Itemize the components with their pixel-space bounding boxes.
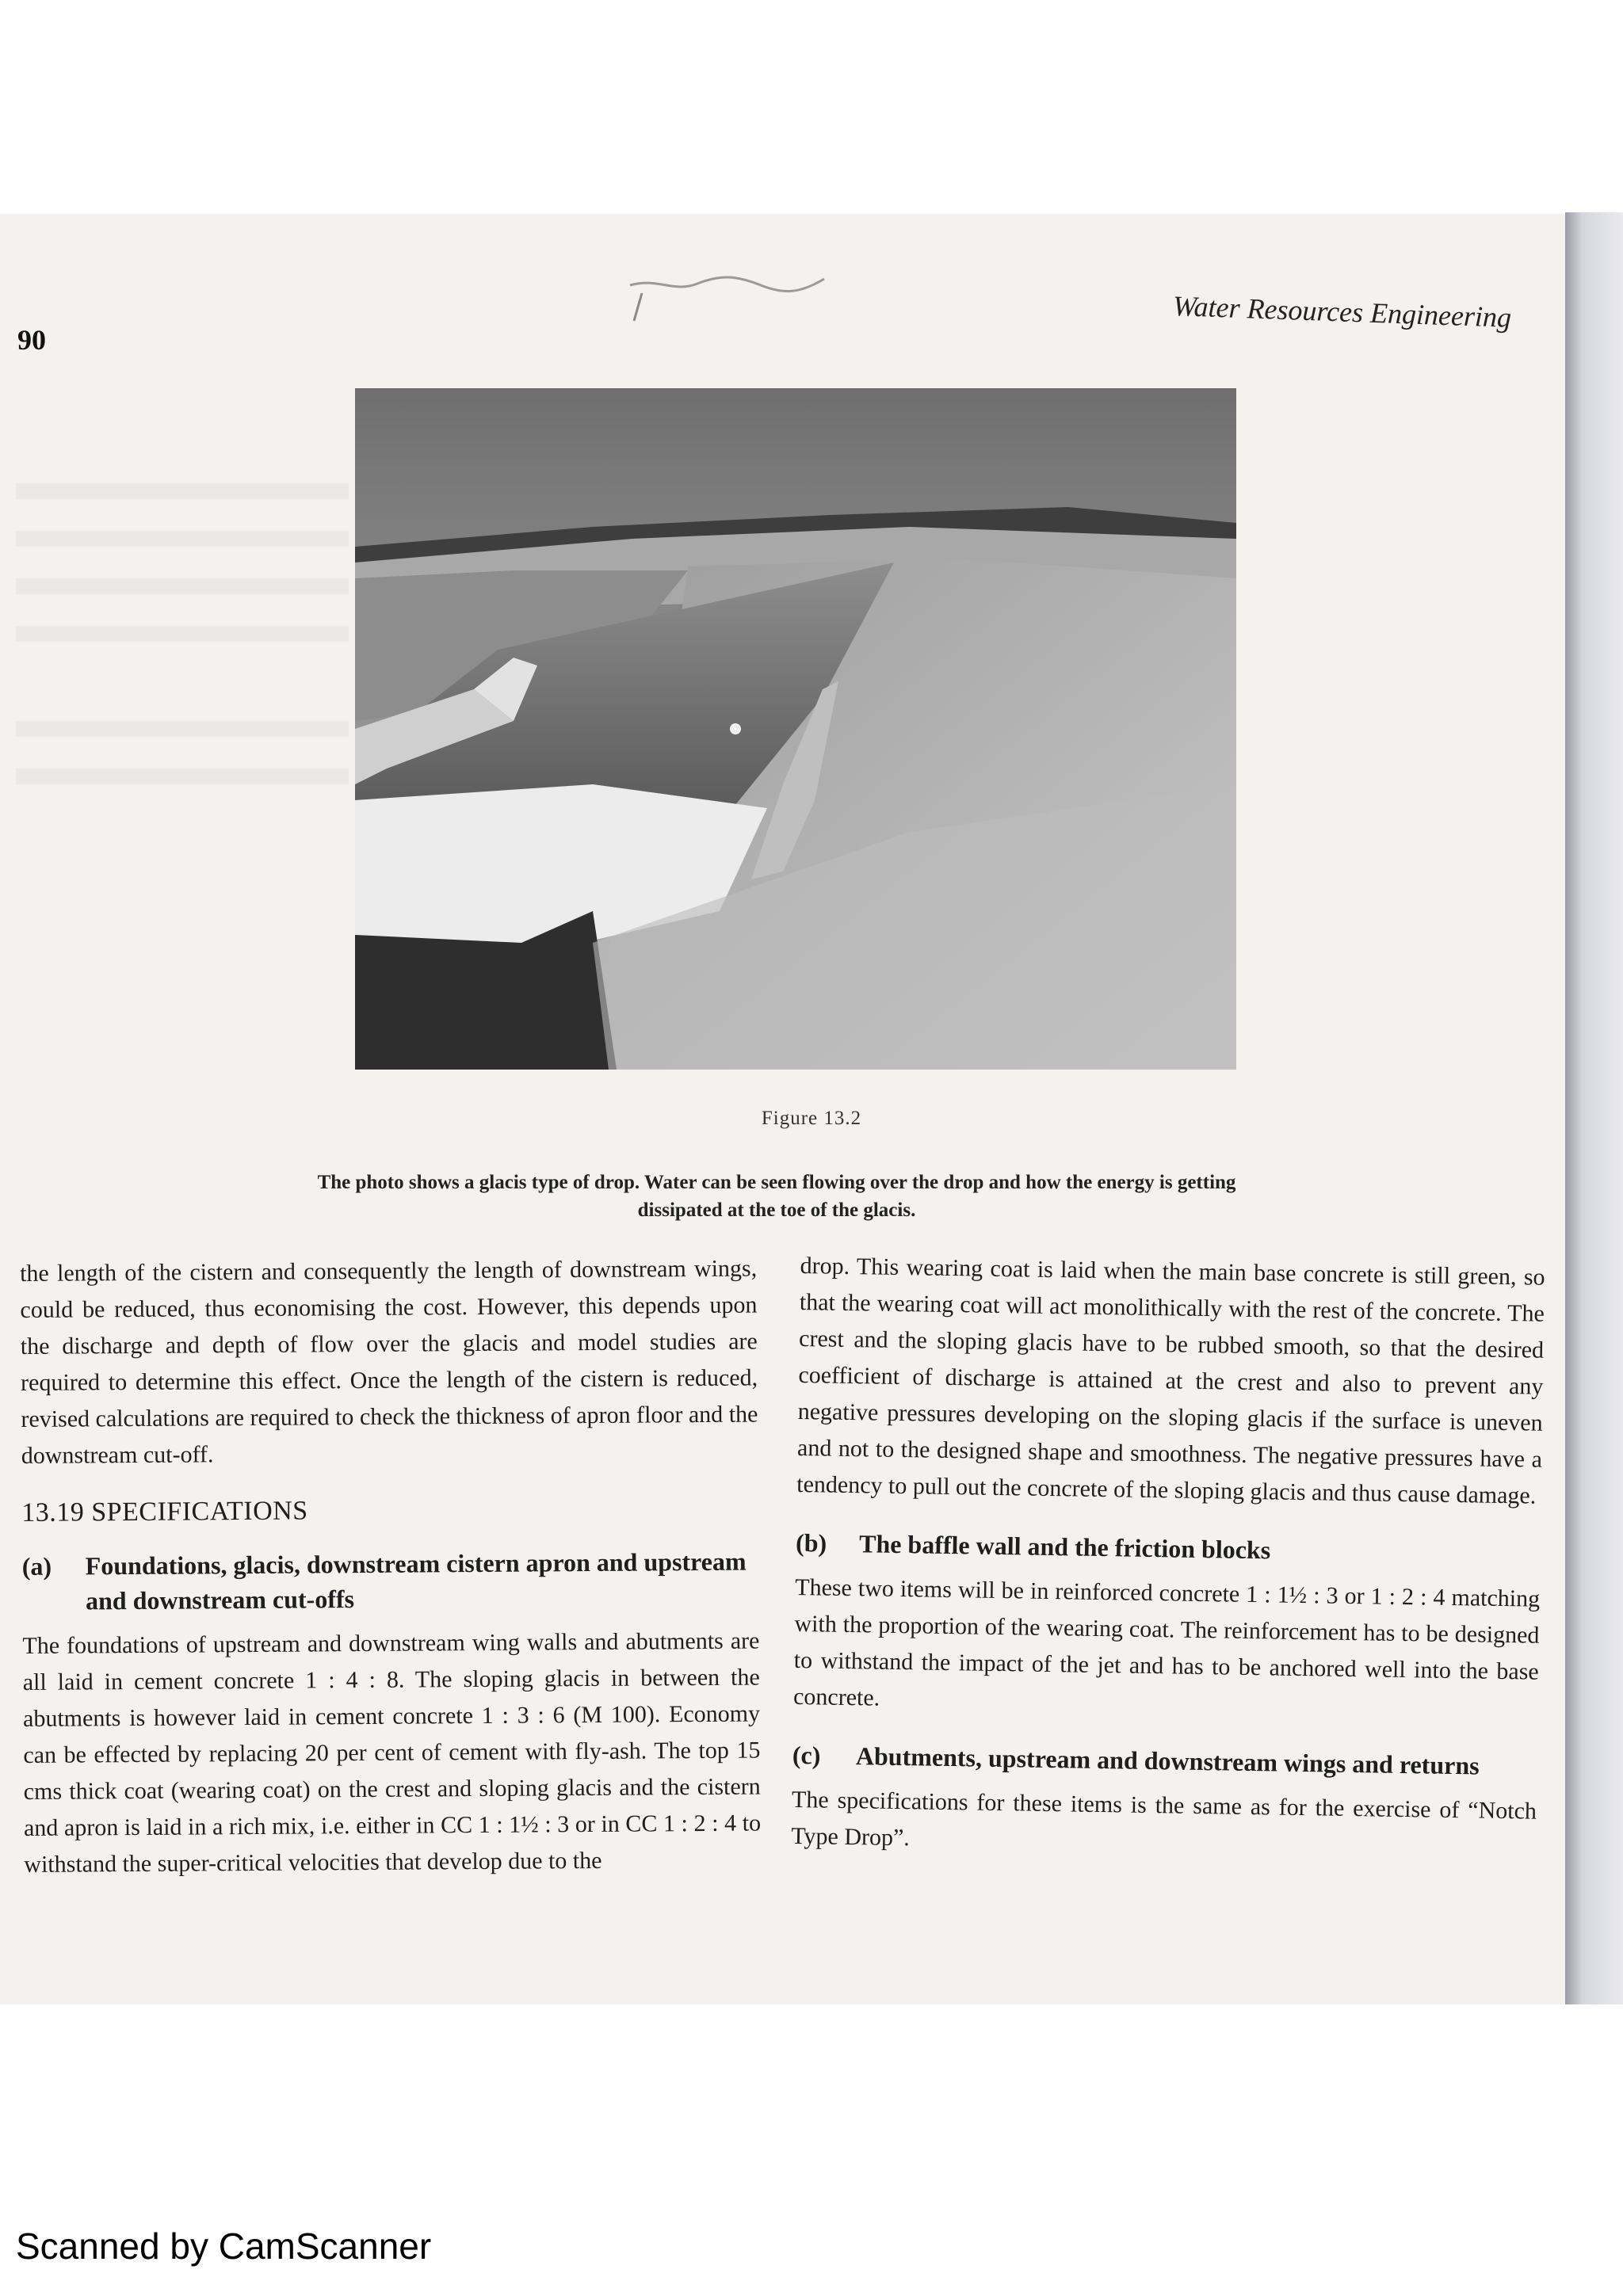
bleed-through-line <box>16 721 349 737</box>
subheading-c <box>792 1737 1538 1784</box>
subheading-b <box>796 1525 1541 1572</box>
pencil-scribble <box>626 261 832 325</box>
subheading-b-number: (b) <box>795 1527 827 1558</box>
subheading-a <box>22 1543 760 1618</box>
subheading-a-number: (a) <box>21 1551 52 1581</box>
bleed-through-line <box>16 626 349 642</box>
figure-label: Figure 13.2 <box>761 1108 862 1129</box>
page-number: 90 <box>17 324 46 356</box>
left-paragraph-1: the length of the cistern and consequently the length of downstream wings, could be reduced, thus economising the cost. However, this depends upon the discharge and depth of flow over the glacis and model studies are required to determine this effect. Once the length of the cistern is reduced, revised calculations are required to check the thickness of apron floor and the downstream cut-off. <box>20 1255 758 1469</box>
figure-caption: The photo shows a glacis type of drop. Water can be seen flowing over the drop and how the energy is getting dissipated at the toe of the glacis. <box>317 1172 1236 1221</box>
bleed-through-line <box>16 531 349 547</box>
left-column <box>20 1251 762 1883</box>
running-header: Water Resources Engineering <box>1172 290 1512 334</box>
scanner-watermark: Scanned by CamScanner <box>16 2225 432 2267</box>
left-paragraph-2: The foundations of upstream and downstream wing walls and abutments are all laid in cement concrete 1 : 4 : 8. The sloping glacis in between the abutments is however laid in cement concrete 1 : 3 : 6 (M 100). Economy can be effected by replacing 20 per cent of cement with fly-ash. The top 15 cms thick coat (wearing coat) on the crest and sloping glacis and the cistern and apron is laid in a rich mix, i.e. either in CC 1 : 1½ : 3 or in CC 1 : 2 : 4 to withstand the super-critical velocities that develop due to the <box>22 1627 762 1878</box>
subheading-b-text: The baffle wall and the friction blocks <box>858 1529 1271 1565</box>
right-paragraph-3: The specifications for these items is the same as for the exercise of “Notch Type Drop”. <box>791 1786 1537 1852</box>
subheading-c-number: (c) <box>792 1740 821 1770</box>
right-column <box>791 1248 1545 1867</box>
glacis-drop-photo <box>355 388 1236 1070</box>
section-heading: 13.19 SPECIFICATIONS <box>21 1496 308 1527</box>
bleed-through-line <box>16 578 349 594</box>
bleed-through-line <box>16 769 349 784</box>
right-paragraph-1: drop. This wearing coat is laid when the main base concrete is still green, so that the wearing coat will act monolithically with the rest of the concrete. The crest and the sloping glacis have to be rubbed smooth, so that the desired coefficient of discharge is attained at the crest and also to prevent any negative pressures developing on the sloping glacis if the surface is uneven and not to the designed shape and smoothness. The negative pressures have a tendency to pull out the concrete of the sloping glacis and thus cause damage. <box>796 1252 1545 1509</box>
subheading-a-text: Foundations, glacis, downstream cistern apron and upstream and downstream cut-offs <box>85 1547 747 1615</box>
right-paragraph-2: These two items will be in reinforced concrete 1 : 1½ : 3 or 1 : 2 : 4 matching with the proportion of the wearing coat. The reinforcement has to be designed to withstand the impact of the jet and has to be anchored well into the base concrete. <box>792 1573 1541 1711</box>
subheading-c-text: Abutments, upstream and downstream wings and returns <box>855 1741 1480 1780</box>
bleed-through-line <box>16 483 349 499</box>
